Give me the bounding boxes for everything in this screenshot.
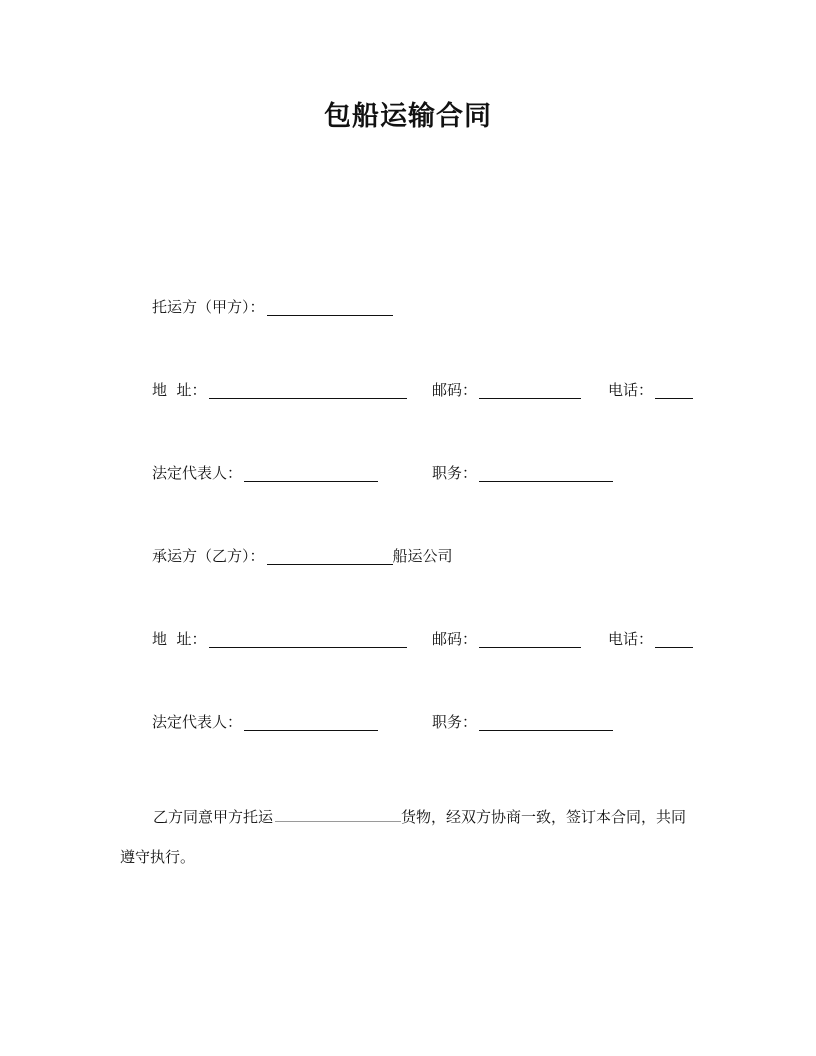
party-b-address-row [152,630,407,648]
party-b-postcode-label: 邮码： [432,630,478,648]
party-a-position-row [432,464,613,482]
party-a-blank[interactable] [267,299,393,316]
party-a-address-row [152,381,407,399]
agreement-text-start: 乙方同意甲方托运 [153,808,274,826]
party-b-rep-label: 法定代表人： [152,713,243,731]
party-a-position-label: 职务： [432,464,478,482]
party-b-position-blank[interactable] [479,714,613,731]
party-a-rep-label: 法定代表人： [152,464,243,482]
agreement-paragraph [120,797,698,877]
party-a-row [152,298,393,316]
party-b-position-label: 职务： [432,713,478,731]
party-b-phone-blank[interactable] [655,631,693,648]
party-a-phone-row [608,381,693,399]
party-b-position-row [432,713,613,731]
party-a-address-blank[interactable] [209,382,407,399]
party-a-phone-label: 电话： [608,381,654,399]
agreement-text-end: 货物，经双方协商一致，签订本合同，共同遵守执行。 [120,808,687,866]
party-a-postcode-label: 邮码： [432,381,478,399]
party-b-postcode-row [432,630,581,648]
party-b-phone-label: 电话： [608,630,654,648]
party-b-label: 承运方（乙方）： [152,547,265,565]
party-b-address-blank[interactable] [209,631,407,648]
party-b-rep-row [152,713,378,731]
document-title: 包船运输合同 [324,101,492,132]
party-a-postcode-blank[interactable] [479,382,581,399]
party-b-blank[interactable] [267,548,393,565]
cargo-blank[interactable] [275,807,401,822]
party-a-label: 托运方（甲方）： [152,298,265,316]
party-b-suffix: 船运公司 [392,547,453,565]
party-b-rep-blank[interactable] [244,714,378,731]
party-b-address-label: 地 址： [152,630,207,648]
party-a-postcode-row [432,381,581,399]
party-a-address-label: 地 址： [152,381,207,399]
party-a-position-blank[interactable] [479,465,613,482]
party-a-rep-row [152,464,378,482]
party-b-postcode-blank[interactable] [479,631,581,648]
party-a-phone-blank[interactable] [655,382,693,399]
party-b-row [152,547,453,565]
party-b-phone-row [608,630,693,648]
party-a-rep-blank[interactable] [244,465,378,482]
